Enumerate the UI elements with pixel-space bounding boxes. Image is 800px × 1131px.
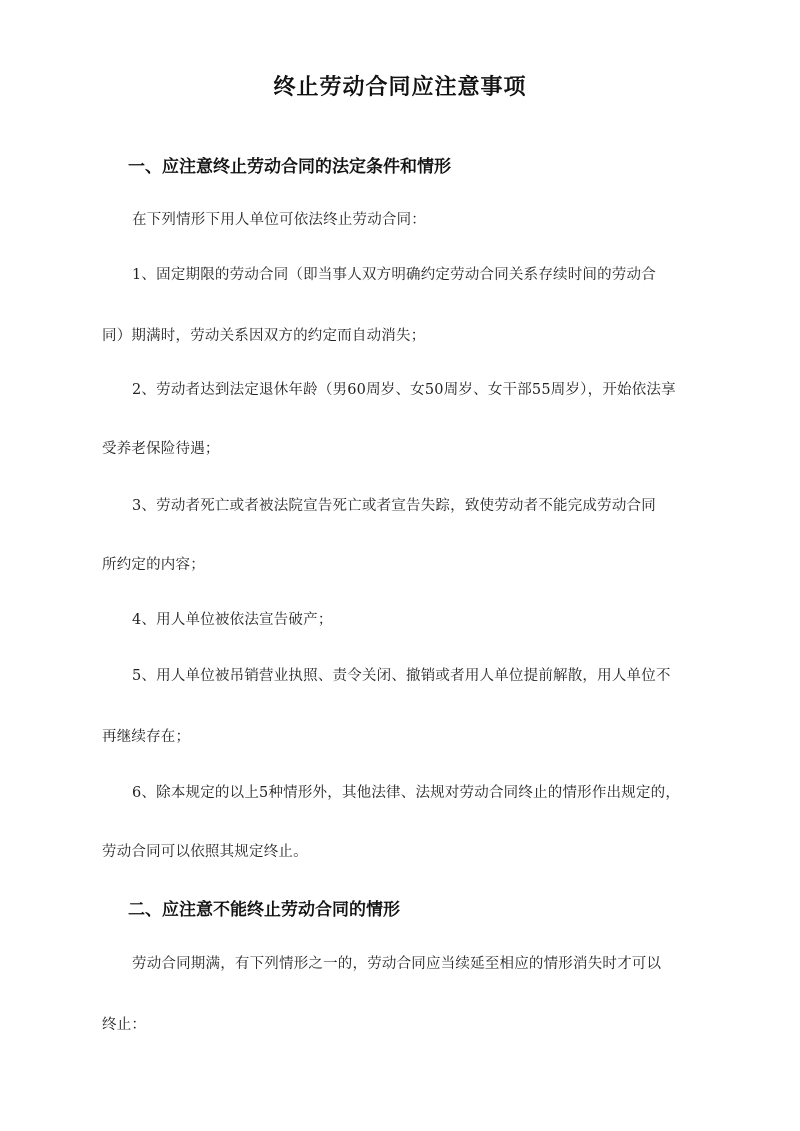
document-title: 终止劳动合同应注意事项 bbox=[273, 75, 527, 100]
item-6-line-2: 劳动合同可以依照其规定终止。 bbox=[102, 844, 308, 860]
section-2-intro-line-1: 劳动合同期满，有下列情形之一的，劳动合同应当续延至相应的情形消失时才可以 bbox=[132, 956, 662, 972]
item-1-line-1: 1、固定期限的劳动合同（即当事人双方明确约定劳动合同关系存续时间的劳动合 bbox=[132, 267, 656, 283]
section-2-heading: 二、应注意不能终止劳动合同的情形 bbox=[128, 900, 400, 920]
section-2-intro-line-2: 终止： bbox=[102, 1017, 147, 1033]
item-5-line-2: 再继续存在； bbox=[102, 729, 191, 745]
item-6-line-1: 6、除本规定的以上5种情形外，其他法律、法规对劳动合同终止的情形作出规定的， bbox=[132, 785, 681, 801]
item-4-line-1: 4、用人单位被依法宣告破产； bbox=[132, 612, 333, 628]
item-3-line-1: 3、劳动者死亡或者被法院宣告死亡或者宣告失踪，致使劳动者不能完成劳动合同 bbox=[132, 498, 656, 514]
item-1-line-2: 同）期满时，劳动关系因双方的约定而自动消失； bbox=[102, 328, 426, 344]
section-1-intro: 在下列情形下用人单位可依法终止劳动合同： bbox=[132, 212, 426, 228]
item-2-line-1: 2、劳动者达到法定退休年龄（男60周岁、女50周岁、女干部55周岁），开始依法享 bbox=[132, 382, 676, 398]
item-5-line-1: 5、用人单位被吊销营业执照、责令关闭、撤销或者用人单位提前解散，用人单位不 bbox=[132, 668, 671, 684]
section-1-heading: 一、应注意终止劳动合同的法定条件和情形 bbox=[128, 157, 451, 177]
item-2-line-2: 受养老保险待遇； bbox=[102, 441, 220, 457]
item-3-line-2: 所约定的内容； bbox=[102, 557, 205, 573]
